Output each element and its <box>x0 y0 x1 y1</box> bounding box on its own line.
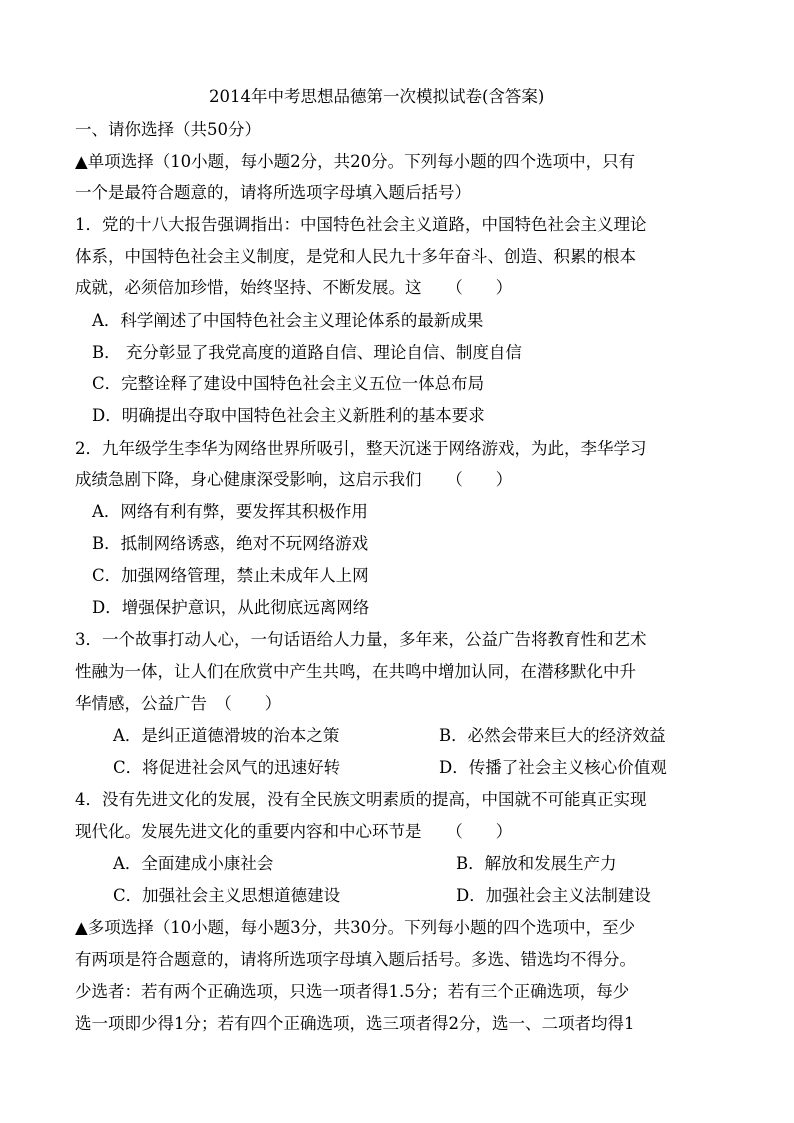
question-3-option-d: D．传播了社会主义核心价值观 <box>439 758 667 777</box>
question-2-option-c: C．加强网络管理，禁止未成年人上网 <box>92 566 369 585</box>
question-3-line-1: 3．一个故事打动人心，一句话语给人力量，多年来，公益广告将教育性和艺术 <box>75 630 647 649</box>
multi-choice-instructions-line-4: 选一项即少得1分；若有四个正确选项，选三项者得2分，选一、二项者均得1 <box>75 1014 635 1033</box>
question-1-line-2: 体系，中国特色社会主义制度，是党和人民九十多年奋斗、创造、积累的根本 <box>75 247 636 266</box>
question-1-option-b: B． 充分彰显了我党高度的道路自信、理论自信、制度自信 <box>92 343 522 362</box>
section-heading: 一、请你选择（共50分） <box>75 120 261 139</box>
question-3-option-a: A．是纠正道德滑坡的治本之策 <box>113 726 340 745</box>
multi-choice-instructions-line-2: 有两项是符合题意的，请将所选项字母填入题后括号。多选、错选均不得分。 <box>75 950 636 969</box>
question-4-option-a: A．全面建成小康社会 <box>113 854 274 873</box>
single-choice-instructions-line-2: 一个是最符合题意的，请将所选项字母填入题后括号） <box>75 183 471 202</box>
question-4-option-b: B．解放和发展生产力 <box>456 854 617 873</box>
question-2-option-a: A．网络有利有弊，要发挥其积极作用 <box>92 502 368 521</box>
question-2-line-1: 2．九年级学生李华为网络世界所吸引，整天沉迷于网络游戏，为此，李华学习 <box>75 439 647 458</box>
question-1-line-1: 1．党的十八大报告强调指出：中国特色社会主义道路，中国特色社会主义理论 <box>75 215 647 234</box>
question-1-option-a: A．科学阐述了中国特色社会主义理论体系的最新成果 <box>92 311 484 330</box>
question-3-option-b: B．必然会带来巨大的经济效益 <box>439 726 666 745</box>
question-1-option-d: D．明确提出夺取中国特色社会主义新胜利的基本要求 <box>92 406 485 425</box>
multi-choice-instructions-line-3: 少选者：若有两个正确选项，只选一项者得1.5分；若有三个正确选项，每少 <box>75 982 630 1001</box>
question-3-line-3: 华情感，公益广告 （ ） <box>75 694 282 713</box>
question-4-option-c: C．加强社会主义思想道德建设 <box>113 886 341 905</box>
question-3-line-2: 性融为一体，让人们在欣赏中产生共鸣，在共鸣中增加认同，在潜移默化中升 <box>75 662 636 681</box>
page-title: 2014年中考思想品德第一次模拟试卷(含答案) <box>209 87 545 106</box>
multi-choice-instructions-line-1: ▲多项选择（10小题，每小题3分，共30分。下列每小题的四个选项中，至少 <box>75 918 636 937</box>
question-2-line-2: 成绩急剧下降，身心健康深受影响，这启示我们 （ ） <box>75 470 513 489</box>
question-3-option-c: C．将促进社会风气的迅速好转 <box>113 758 341 777</box>
question-4-line-2: 现代化。发展先进文化的重要内容和中心环节是 （ ） <box>75 822 513 841</box>
question-1-line-3: 成就，必须倍加珍惜，始终坚持、不断发展。这 （ ） <box>75 278 513 297</box>
question-4-line-1: 4．没有先进文化的发展，没有全民族文明素质的提高，中国就不可能真正实现 <box>75 790 647 809</box>
question-2-option-b: B．抵制网络诱惑，绝对不玩网络游戏 <box>92 534 369 553</box>
question-2-option-d: D．增强保护意识，从此彻底远离网络 <box>92 598 370 617</box>
question-4-option-d: D．加强社会主义法制建设 <box>456 886 651 905</box>
question-1-option-c: C．完整诠释了建设中国特色社会主义五位一体总布局 <box>92 374 485 393</box>
single-choice-instructions-line-1: ▲单项选择（10小题，每小题2分，共20分。下列每小题的四个选项中，只有 <box>75 152 636 171</box>
